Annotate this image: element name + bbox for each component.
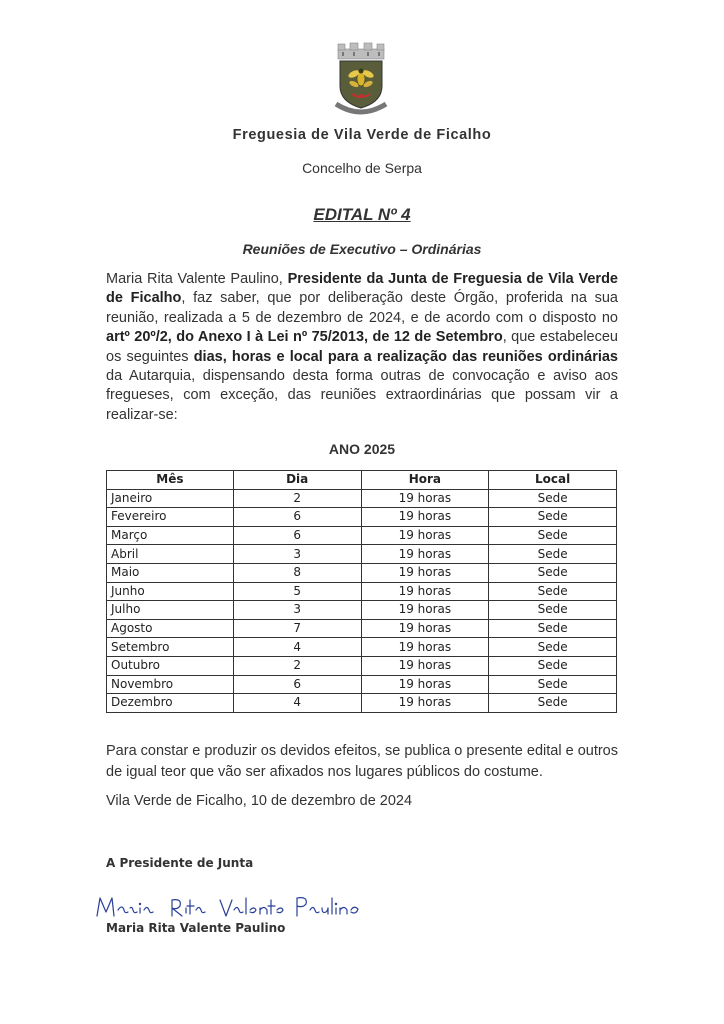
time-cell: 19 horas [361, 675, 489, 694]
month-cell: Julho [107, 601, 234, 620]
month-cell: Maio [107, 563, 234, 582]
day-cell: 6 [233, 526, 361, 545]
time-cell: 19 horas [361, 489, 489, 508]
intro-paragraph [106, 270, 618, 425]
meeting-schedule-table [106, 470, 617, 713]
month-cell: Novembro [107, 675, 234, 694]
time-cell: 19 horas [361, 545, 489, 564]
day-cell: 6 [233, 675, 361, 694]
location-cell: Sede [489, 601, 617, 620]
intro-text-1: Maria Rita Valente Paulino, [106, 271, 288, 287]
day-cell: 2 [233, 489, 361, 508]
column-header-day: Dia [233, 471, 361, 490]
table-row [107, 582, 617, 601]
month-cell: Outubro [107, 656, 234, 675]
intro-bold-2: artº 20º/2, do Anexo I à Lei nº 75/2013, de 12 de Setembro [106, 329, 503, 346]
table-row [107, 508, 617, 527]
day-cell: 3 [233, 545, 361, 564]
month-cell: Abril [107, 545, 234, 564]
table-row [107, 694, 617, 713]
day-cell: 7 [233, 619, 361, 638]
month-cell: Março [107, 526, 234, 545]
day-cell: 4 [233, 638, 361, 657]
closing-paragraph: Para constar e produzir os devidos efeitos, se publica o presente edital e outros de igual teor que vão ser afixados nos lugares públicos do costume. [106, 743, 618, 780]
time-cell: 19 horas [361, 601, 489, 620]
table-row [107, 545, 617, 564]
day-cell: 6 [233, 508, 361, 527]
day-cell: 8 [233, 563, 361, 582]
municipality-name: Concelho de Serpa [302, 160, 422, 176]
table-row [107, 619, 617, 638]
month-cell: Janeiro [107, 489, 234, 508]
notice-title: EDITAL Nº 4 [313, 205, 411, 224]
time-cell: 19 horas [361, 619, 489, 638]
day-cell: 3 [233, 601, 361, 620]
table-row [107, 638, 617, 657]
time-cell: 19 horas [361, 563, 489, 582]
location-cell: Sede [489, 619, 617, 638]
location-cell: Sede [489, 694, 617, 713]
month-cell: Agosto [107, 619, 234, 638]
year-heading: ANO 2025 [328, 441, 396, 457]
month-cell: Dezembro [107, 694, 234, 713]
column-header-location: Local [489, 471, 617, 490]
month-cell: Fevereiro [107, 508, 234, 527]
intro-text-2: , faz saber, que por deliberação deste Órgão, proferida na sua reunião, realizada a 5 de dezembro de 2024, e de acordo com o disposto no [106, 290, 618, 326]
location-cell: Sede [489, 582, 617, 601]
notice-subtitle: Reuniões de Executivo – Ordinárias [242, 241, 482, 257]
time-cell: 19 horas [361, 582, 489, 601]
table-row [107, 563, 617, 582]
time-cell: 19 horas [361, 508, 489, 527]
time-cell: 19 horas [361, 694, 489, 713]
intro-bold-1: Presidente da Junta de Freguesia de Vila Verde de Ficalho [106, 271, 618, 307]
location-cell: Sede [489, 508, 617, 527]
signatory-name: Maria Rita Valente Paulino [106, 921, 286, 935]
column-header-time: Hora [361, 471, 489, 490]
handwritten-signature [92, 886, 382, 926]
month-cell: Setembro [107, 638, 234, 657]
column-header-month: Mês [107, 471, 234, 490]
month-cell: Junho [107, 582, 234, 601]
signatory-title: A Presidente de Junta [106, 856, 254, 870]
time-cell: 19 horas [361, 526, 489, 545]
location-cell: Sede [489, 675, 617, 694]
day-cell: 2 [233, 656, 361, 675]
coat-of-arms-logo [328, 42, 394, 120]
table-row [107, 601, 617, 620]
time-cell: 19 horas [361, 638, 489, 657]
location-cell: Sede [489, 489, 617, 508]
table-row [107, 489, 617, 508]
intro-bold-3: dias, horas e local para a realização das reuniões ordinárias [193, 348, 618, 365]
day-cell: 4 [233, 694, 361, 713]
place-and-date: Vila Verde de Ficalho, 10 de dezembro de 2024 [106, 793, 413, 809]
intro-text-3: , que estabeleceu os seguintes [106, 329, 618, 365]
time-cell: 19 horas [361, 656, 489, 675]
location-cell: Sede [489, 656, 617, 675]
intro-text-4: da Autarquia, dispensando desta forma outras de convocação e aviso aos fregueses, com exceção, das reuniões extraordinárias que possam vir a realizar-se: [106, 368, 618, 423]
organization-name: Freguesia de Vila Verde de Ficalho [232, 127, 492, 143]
table-header-row [107, 471, 617, 490]
location-cell: Sede [489, 638, 617, 657]
table-row [107, 656, 617, 675]
table-row [107, 526, 617, 545]
location-cell: Sede [489, 545, 617, 564]
day-cell: 5 [233, 582, 361, 601]
location-cell: Sede [489, 563, 617, 582]
table-row [107, 675, 617, 694]
location-cell: Sede [489, 526, 617, 545]
